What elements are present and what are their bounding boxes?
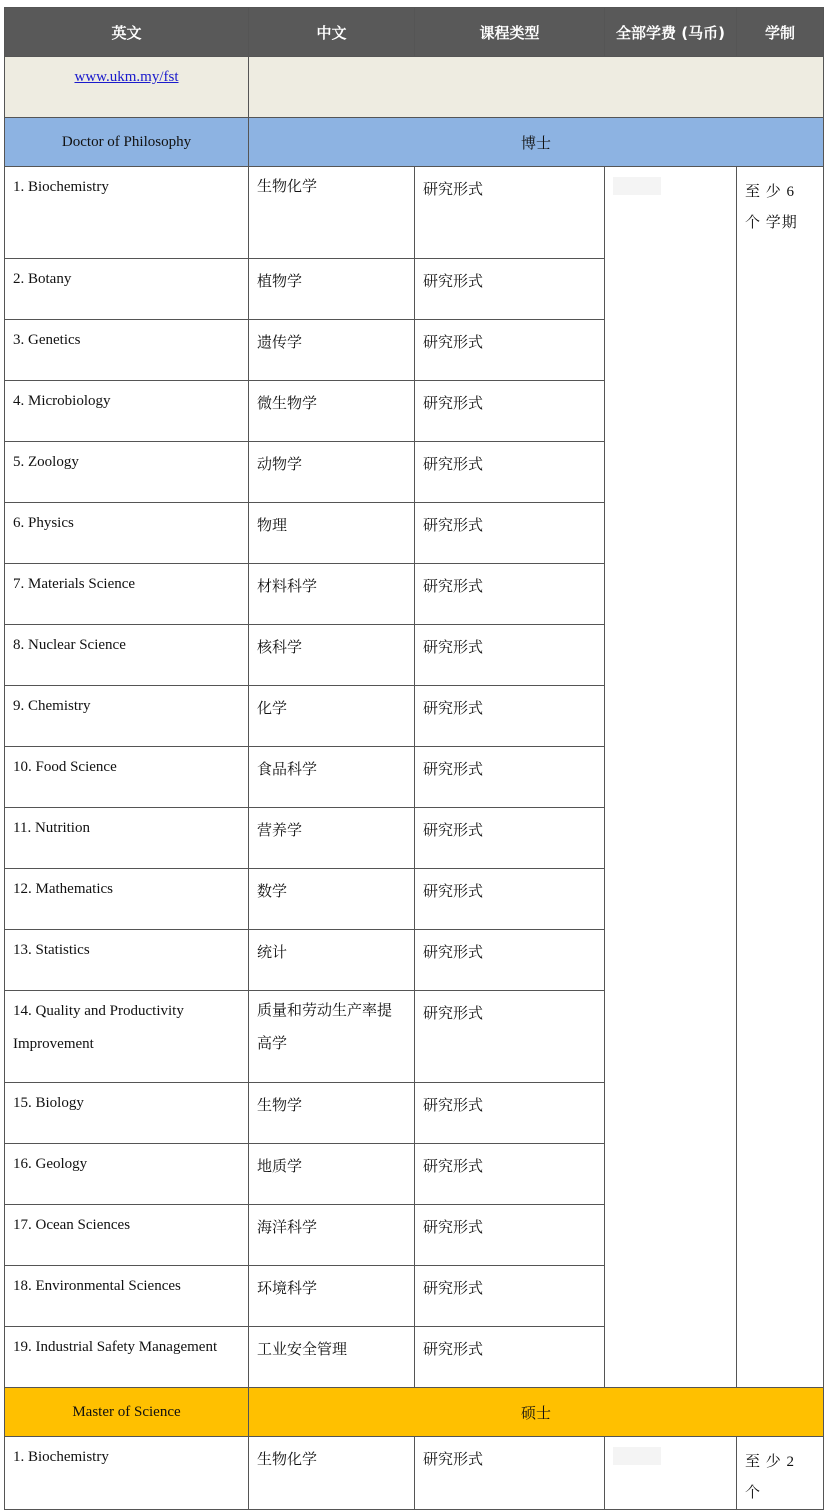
program-english: 10. Food Science [5,747,249,808]
program-english: 5. Zoology [5,442,249,503]
program-english: 16. Geology [5,1144,249,1205]
program-type: 研究形式 [415,1144,605,1205]
program-english: 14. Quality and Productivity Improvement [5,991,249,1083]
program-chinese: 生物化学 [249,1437,415,1510]
phd-title-cn: 博士 [249,118,824,167]
program-english: 11. Nutrition [5,808,249,869]
header-english: 英文 [5,8,249,57]
program-type: 研究形式 [415,1083,605,1144]
program-chinese: 生物学 [249,1083,415,1144]
program-chinese: 海洋科学 [249,1205,415,1266]
program-type: 研究形式 [415,1327,605,1388]
program-type: 研究形式 [415,686,605,747]
program-chinese: 生物化学 [249,167,415,259]
phd-title-en: Doctor of Philosophy [5,118,249,167]
url-cell [5,57,249,118]
program-chinese: 工业安全管理 [249,1327,415,1388]
program-chinese: 地质学 [249,1144,415,1205]
program-type: 研究形式 [415,442,605,503]
program-chinese: 数学 [249,869,415,930]
program-chinese: 化学 [249,686,415,747]
program-english: 4. Microbiology [5,381,249,442]
program-english: 15. Biology [5,1083,249,1144]
header-duration: 学制 [737,8,824,57]
program-type: 研究形式 [415,1437,605,1510]
programs-table [4,7,824,1510]
phd-section-row [5,118,824,167]
program-english: 19. Industrial Safety Management [5,1327,249,1388]
header-chinese: 中文 [249,8,415,57]
program-chinese: 动物学 [249,442,415,503]
program-chinese: 植物学 [249,259,415,320]
program-english: 8. Nuclear Science [5,625,249,686]
program-english: 2. Botany [5,259,249,320]
msc-fee-cell [605,1437,737,1510]
url-empty-cell [249,57,824,118]
program-chinese: 食品科学 [249,747,415,808]
program-english: 6. Physics [5,503,249,564]
header-fee: 全部学费 (马币) [605,8,737,57]
program-type: 研究形式 [415,808,605,869]
program-english: 17. Ocean Sciences [5,1205,249,1266]
program-type: 研究形式 [415,320,605,381]
program-type: 研究形式 [415,1266,605,1327]
program-type: 研究形式 [415,564,605,625]
msc-section-row [5,1388,824,1437]
program-type: 研究形式 [415,167,605,259]
program-english: 12. Mathematics [5,869,249,930]
program-english: 7. Materials Science [5,564,249,625]
program-chinese: 核科学 [249,625,415,686]
program-chinese: 微生物学 [249,381,415,442]
program-type: 研究形式 [415,869,605,930]
program-type: 研究形式 [415,625,605,686]
msc-title-cn: 硕士 [249,1388,824,1437]
fee-blank [613,1447,661,1465]
program-type: 研究形式 [415,1205,605,1266]
program-type: 研究形式 [415,503,605,564]
program-type: 研究形式 [415,381,605,442]
program-chinese: 营养学 [249,808,415,869]
program-chinese: 质量和劳动生产率提高学 [249,991,415,1083]
phd-duration-cell: 至 少 6 个 学期 [737,167,824,1388]
program-english: 3. Genetics [5,320,249,381]
faculty-link[interactable]: www.ukm.my/fst [74,69,179,85]
header-course-type: 课程类型 [415,8,605,57]
table-row [5,167,824,259]
url-row [5,57,824,118]
program-english: 1. Biochemistry [5,1437,249,1510]
program-type: 研究形式 [415,259,605,320]
program-english: 18. Environmental Sciences [5,1266,249,1327]
program-english: 9. Chemistry [5,686,249,747]
msc-duration-cell: 至 少 2 个 [737,1437,824,1510]
program-chinese: 物理 [249,503,415,564]
program-chinese: 统计 [249,930,415,991]
msc-title-en: Master of Science [5,1388,249,1437]
program-english: 13. Statistics [5,930,249,991]
program-type: 研究形式 [415,930,605,991]
program-chinese: 遗传学 [249,320,415,381]
program-english: 1. Biochemistry [5,167,249,259]
table-row [5,1437,824,1510]
phd-fee-cell [605,167,737,1388]
fee-blank [613,177,661,195]
program-chinese: 环境科学 [249,1266,415,1327]
program-chinese: 材料科学 [249,564,415,625]
program-type: 研究形式 [415,991,605,1083]
header-row [5,8,824,57]
program-type: 研究形式 [415,747,605,808]
